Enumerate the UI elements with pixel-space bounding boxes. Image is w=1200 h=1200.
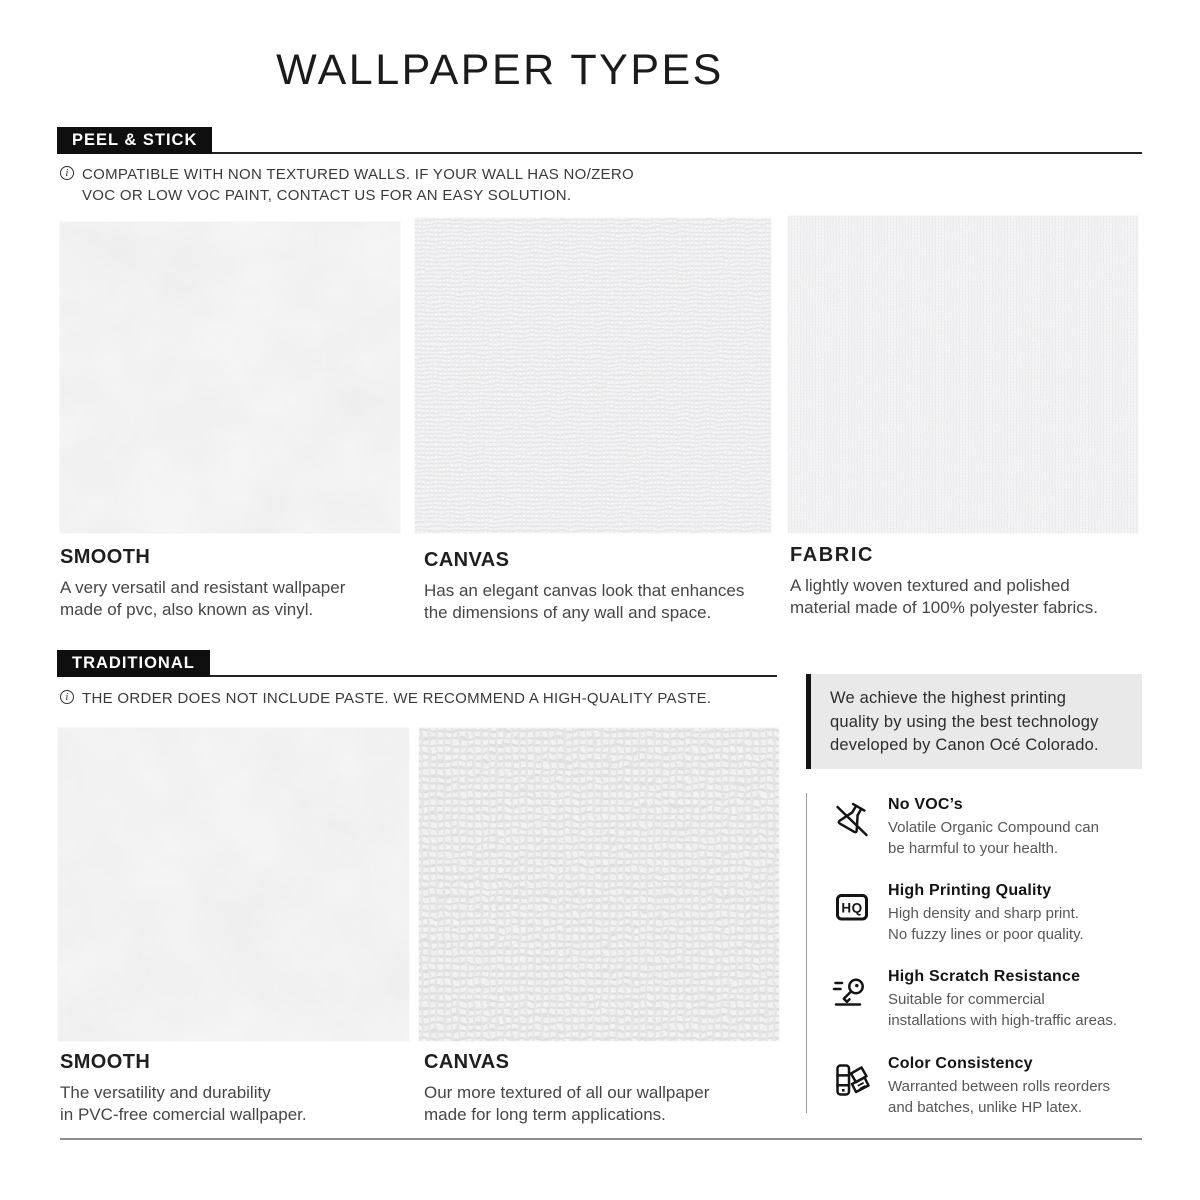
note-text: THE ORDER DOES NOT INCLUDE PASTE. WE RECOMMEND A HIGH-QUALITY PASTE. — [82, 690, 712, 707]
fabric-texture-image — [788, 216, 1138, 533]
note-text: COMPATIBLE WITH NON TEXTURED WALLS. IF YOUR WALL HAS NO/ZERO VOC OR LOW VOC PAINT, CONTACT US FOR AN EASY SOLUTION. — [82, 166, 634, 204]
page-title: WALLPAPER TYPES — [276, 46, 724, 94]
swatch-traditional-canvas — [419, 728, 779, 1041]
coarse-canvas-texture-image — [419, 728, 779, 1041]
features-left-rule — [806, 793, 807, 1113]
svg-text:HQ: HQ — [841, 900, 863, 916]
swatch-peel-canvas — [415, 218, 771, 533]
swatch-peel-smooth — [60, 222, 400, 533]
swatch-name: SMOOTH — [60, 546, 151, 568]
color-swatchbook-icon — [830, 1058, 874, 1102]
section-label-traditional — [57, 650, 210, 677]
smooth-vinyl-texture-image — [60, 222, 400, 533]
info-icon: i — [60, 166, 74, 180]
swatch-name: FABRIC — [790, 544, 875, 566]
bottom-divider-line — [60, 1138, 1142, 1140]
caption-traditional-smooth: SMOOTH The versatility and durability in PVC-free comercial wallpaper. — [60, 1051, 307, 1124]
section-label-text: PEEL & STICK — [72, 131, 198, 149]
section-label-text: TRADITIONAL — [72, 654, 195, 672]
swatch-traditional-smooth — [58, 728, 409, 1041]
printing-quality-quote: We achieve the highest printing quality by using the best technology developed by Canon Océ Colorado. — [806, 674, 1142, 769]
section-label-peel-stick — [57, 127, 212, 154]
section-divider-line — [57, 152, 1142, 154]
feature-high-printing-quality: HQ High Printing Quality High density and sharp print. No fuzzy lines or poor quality. — [828, 882, 1158, 945]
peel-stick-note — [60, 164, 634, 206]
feature-color-consistency: Color Consistency Warranted between rolls reorders and batches, unlike HP latex. — [828, 1055, 1158, 1118]
swatch-peel-fabric — [788, 216, 1138, 533]
feature-high-scratch-resistance: High Scratch Resistance Suitable for commercial installations with high-traffic areas. — [828, 968, 1158, 1031]
caption-peel-fabric: FABRIC A lightly woven textured and polished material made of 100% polyester fabrics. — [790, 544, 1099, 617]
feature-no-vocs: No VOC’s Volatile Organic Compound can be harmful to your health. — [828, 796, 1158, 859]
caption-traditional-canvas: CANVAS Our more textured of all our wallpaper made for long term applications. — [424, 1051, 710, 1124]
hq-badge-icon — [830, 885, 874, 929]
caption-peel-canvas: CANVAS Has an elegant canvas look that enhances the dimensions of any wall and space. — [424, 549, 745, 622]
traditional-note — [60, 688, 711, 709]
caption-peel-smooth: SMOOTH A very versatil and resistant wallpaper made of pvc, also known as vinyl. — [60, 546, 346, 619]
swatch-name: CANVAS — [424, 549, 510, 571]
no-voc-flask-icon — [830, 799, 874, 843]
canvas-texture-image — [415, 218, 771, 533]
info-icon: i — [60, 690, 74, 704]
scratch-resistance-key-icon — [830, 971, 874, 1015]
swatch-name: SMOOTH — [60, 1051, 151, 1073]
swatch-name: CANVAS — [424, 1051, 510, 1073]
smooth-paper-texture-image — [58, 728, 409, 1041]
